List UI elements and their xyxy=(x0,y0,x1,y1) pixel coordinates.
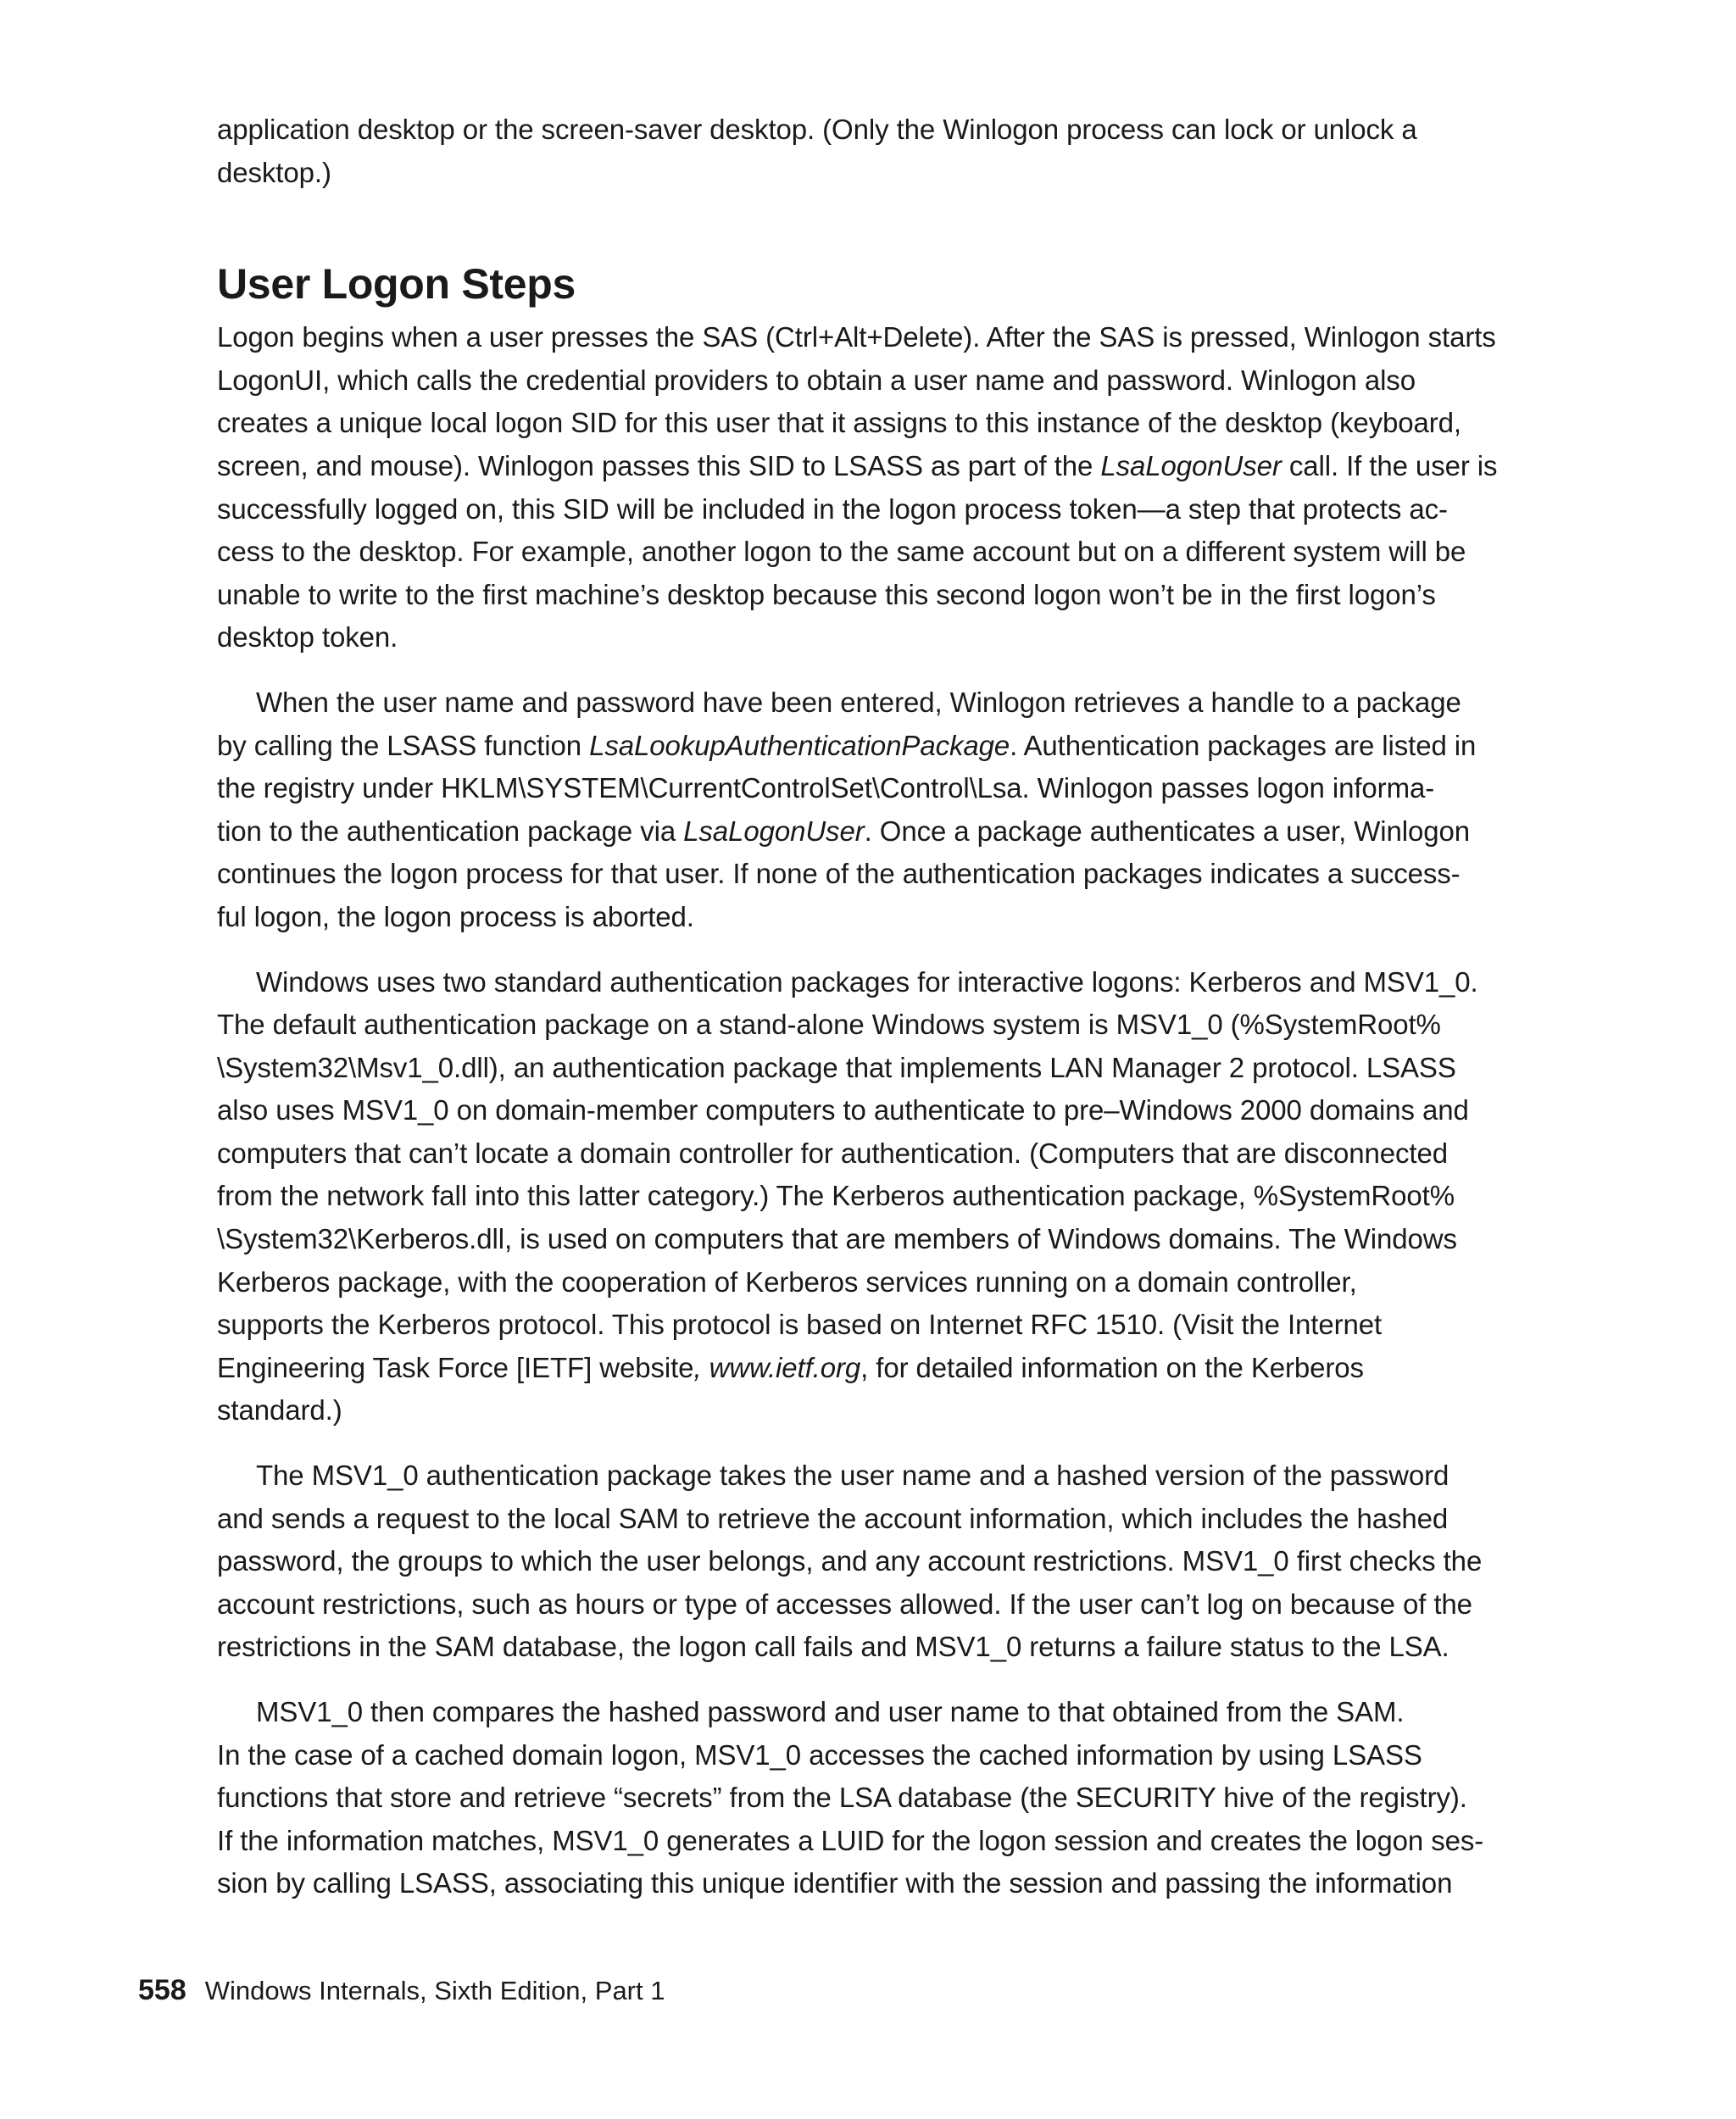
text-line: Kerberos package, with the cooperation of Kerberos services running on a domain controller, xyxy=(217,1265,1357,1298)
text-line: LogonUI, which calls the credential providers to obtain a user name and password. Winlogon also xyxy=(217,364,1416,396)
text-run: . Once a package authenticates a user, Winlogon xyxy=(864,815,1471,847)
text-line: standard.) xyxy=(217,1394,342,1427)
text-line: successfully logged on, this SID will be included in the logon process token—a step that protects ac- xyxy=(217,492,1448,525)
text-line: Logon begins when a user presses the SAS (Ctrl+Alt+Delete). After the SAS is pressed, Winlogon starts xyxy=(217,321,1496,353)
paragraph-logon-begins xyxy=(217,316,1556,659)
text-line: continues the logon process for that user. If none of the authentication packages indicates a success- xyxy=(217,858,1461,890)
text-line: creates a unique local logon SID for this user that it assigns to this instance of the desktop (keyboard, xyxy=(217,407,1461,439)
paragraph-authentication-packages xyxy=(217,961,1556,1433)
text-line: sion by calling LSASS, associating this unique identifier with the session and passing the information xyxy=(217,1867,1453,1899)
text-line: application desktop or the screen-saver desktop. (Only the Winlogon process can lock or unlock a xyxy=(217,114,1417,145)
text-line xyxy=(217,1347,1556,1390)
text-line: In the case of a cached domain logon, MSV1_0 accesses the cached information by using LSASS xyxy=(217,1738,1422,1771)
text-line: functions that store and retrieve “secrets” from the LSA database (the SECURITY hive of the registry). xyxy=(217,1782,1467,1814)
text-line: ful logon, the logon process is aborted. xyxy=(217,900,694,932)
text-line: the registry under HKLM\SYSTEM\CurrentControlSet\Control\Lsa. Winlogon passes logon informa- xyxy=(217,772,1435,804)
intro-paragraph xyxy=(217,108,1556,194)
text-line: from the network fall into this latter category.) The Kerberos authentication package, %SystemRoot% xyxy=(217,1180,1455,1212)
text-line: When the user name and password have been entered, Winlogon retrieves a handle to a package xyxy=(256,686,1461,718)
text-run: , for detailed information on the Kerberos xyxy=(860,1351,1364,1383)
paragraph-credentials-entered xyxy=(217,681,1556,939)
section-heading: User Logon Steps xyxy=(217,260,576,309)
text-line: account restrictions, such as hours or type of accesses allowed. If the user can’t log on because of the xyxy=(217,1588,1472,1620)
text-run: call. If the user is xyxy=(1281,449,1498,481)
text-line: Windows uses two standard authentication packages for interactive logons: Kerberos and MSV1_0. xyxy=(256,965,1478,998)
function-name: LsaLookupAuthenticationPackage xyxy=(589,729,1010,761)
text-line xyxy=(217,810,1556,854)
page-footer xyxy=(138,1973,665,2008)
text-line: also uses MSV1_0 on domain-member computers to authenticate to pre–Windows 2000 domains and xyxy=(217,1094,1469,1126)
text-line: restrictions in the SAM database, the logon call fails and MSV1_0 returns a failure status to the LSA. xyxy=(217,1631,1449,1663)
text-line: MSV1_0 then compares the hashed password and user name to that obtained from the SAM. xyxy=(256,1696,1405,1727)
text-line: \System32\Msv1_0.dll), an authentication package that implements LAN Manager 2 protocol. LSASS xyxy=(217,1051,1456,1083)
text-line xyxy=(217,445,1556,488)
text-line: The MSV1_0 authentication package takes the user name and a hashed version of the password xyxy=(256,1460,1449,1492)
page-body xyxy=(217,108,1556,1905)
text-line: unable to write to the first machine’s desktop because this second logon won’t be in the first logon’s xyxy=(217,578,1436,610)
text-line: and sends a request to the local SAM to retrieve the account information, which includes the hashed xyxy=(217,1502,1449,1534)
paragraph-msv1-0-package xyxy=(217,1454,1556,1669)
text-line xyxy=(217,725,1556,768)
text-line: computers that can’t locate a domain controller for authentication. (Computers that are disconnected xyxy=(217,1137,1448,1169)
paragraph-msv1-0-compare xyxy=(217,1691,1556,1905)
text-run: tion to the authentication package via xyxy=(217,815,684,847)
text-run: screen, and mouse). Winlogon passes this SID to LSASS as part of the xyxy=(217,449,1101,481)
function-name: LsaLogonUser xyxy=(1100,449,1282,481)
book-title: Windows Internals, Sixth Edition, Part 1 xyxy=(204,1976,665,2005)
text-run: Engineering Task Force [IETF] website xyxy=(217,1351,694,1383)
text-line: cess to the desktop. For example, another logon to the same account but on a different system will be xyxy=(217,536,1466,568)
text-line: The default authentication package on a stand-alone Windows system is MSV1_0 (%SystemRoot% xyxy=(217,1009,1441,1041)
text-line: desktop.) xyxy=(217,156,331,188)
text-line: If the information matches, MSV1_0 generates a LUID for the logon session and creates the logon ses- xyxy=(217,1824,1484,1856)
text-line: \System32\Kerberos.dll, is used on computers that are members of Windows domains. The Windows xyxy=(217,1223,1457,1255)
website-link[interactable]: , www.ietf.org xyxy=(693,1351,861,1383)
text-run: . Authentication packages are listed in xyxy=(1010,729,1477,761)
text-line: supports the Kerberos protocol. This protocol is based on Internet RFC 1510. (Visit the Internet xyxy=(217,1309,1383,1341)
text-run: by calling the LSASS function xyxy=(217,729,590,761)
function-name: LsaLogonUser xyxy=(683,815,865,847)
page-number: 558 xyxy=(138,1974,186,2006)
text-line: password, the groups to which the user belongs, and any account restrictions. MSV1_0 first checks the xyxy=(217,1545,1483,1577)
text-line: desktop token. xyxy=(217,621,398,653)
